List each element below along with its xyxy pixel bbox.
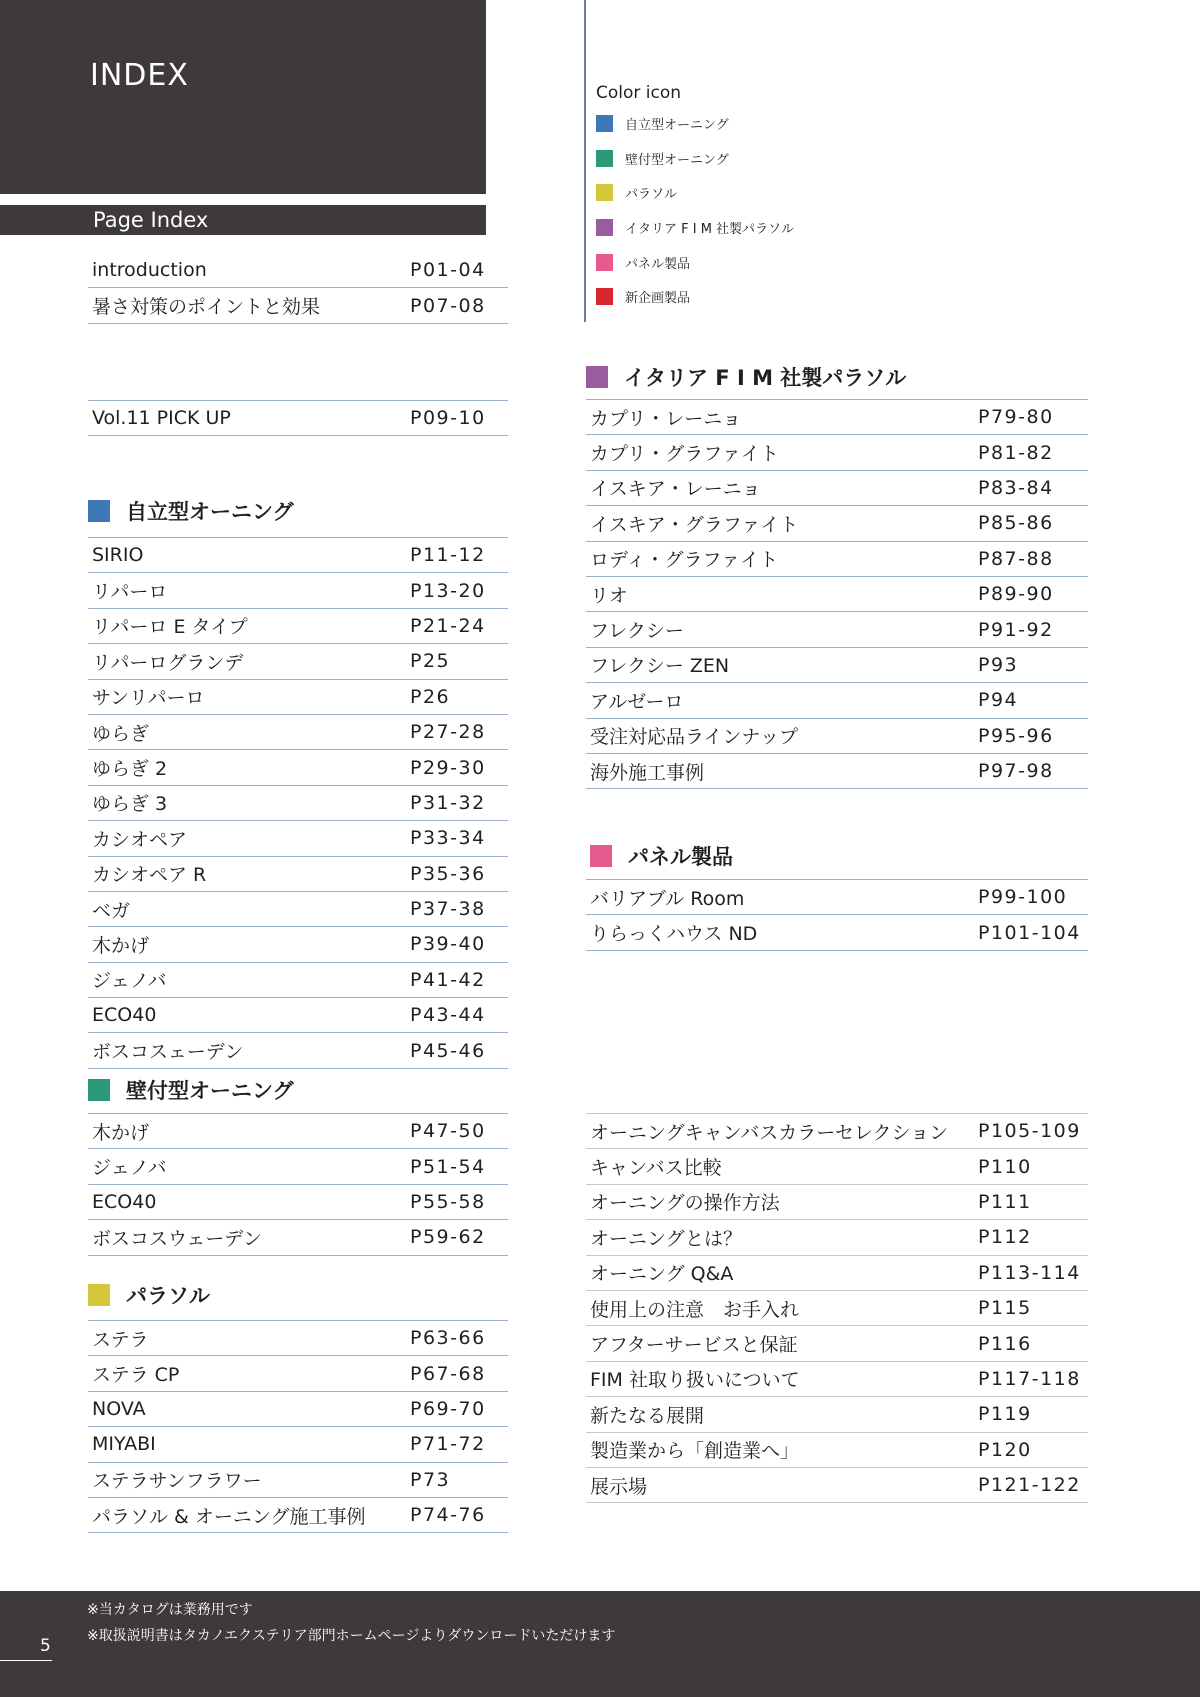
toc-row xyxy=(88,1320,508,1356)
footer-note-manual-download: ※取扱説明書はタカノエクステリア部門ホームページよりダウンロードいただけます xyxy=(87,1628,616,1644)
toc-row xyxy=(586,1291,1088,1326)
toc-entry-name: 暑さ対策のポイントと効果 xyxy=(92,296,321,319)
legend-color-square xyxy=(596,150,613,167)
legend-color-square xyxy=(596,288,613,305)
section-color-icon xyxy=(88,500,110,522)
legend-item xyxy=(596,245,856,280)
legend-color-square xyxy=(596,254,613,271)
toc-entry-name: ロディ・グラファイト xyxy=(590,549,779,572)
toc-row xyxy=(88,821,508,856)
toc-entry-name: カプリ・グラファイト xyxy=(590,443,779,466)
toc-row xyxy=(88,786,508,821)
legend-title: Color icon xyxy=(596,83,682,103)
toc-row xyxy=(88,927,508,962)
toc-entry-page: P97-98 xyxy=(978,760,1054,783)
toc-entry-page: P89-90 xyxy=(978,583,1054,606)
toc-row xyxy=(586,577,1088,612)
toc-entry-page: P59-62 xyxy=(410,1226,486,1249)
toc-row xyxy=(586,1433,1088,1468)
section-title-panel xyxy=(590,841,733,871)
toc-entry-page: P81-82 xyxy=(978,441,1054,464)
toc-row xyxy=(586,435,1088,470)
toc-entry-page: P79-80 xyxy=(978,406,1054,429)
toc-row xyxy=(88,680,508,715)
toc-row xyxy=(88,963,508,998)
toc-row xyxy=(88,1033,508,1068)
toc-entry-page: P91-92 xyxy=(978,618,1054,641)
toc-entry-name: SIRIO xyxy=(92,544,144,567)
legend-label: パラソル xyxy=(625,187,678,203)
toc-entry-name: ベガ xyxy=(92,899,131,922)
toc-entry-name: ゆらぎ 2 xyxy=(92,758,168,781)
toc-entry-page: P71-72 xyxy=(410,1433,486,1456)
footer-note-business-use: ※当カタログは業務用です xyxy=(87,1602,253,1618)
toc-entry-page: P07-08 xyxy=(410,294,486,317)
toc-entry-name: ECO40 xyxy=(92,1190,157,1213)
toc-row xyxy=(88,288,508,323)
toc-row xyxy=(88,1356,508,1391)
section-title-text: 自立型オーニング xyxy=(126,500,294,524)
toc-entry-name: 新たなる展開 xyxy=(590,1404,705,1427)
toc-jiritsu xyxy=(88,537,508,1069)
toc-row xyxy=(88,1392,508,1427)
toc-entry-page: P117-118 xyxy=(978,1367,1081,1390)
toc-row xyxy=(88,1463,508,1498)
toc-entry-page: P73 xyxy=(410,1468,451,1491)
toc-entry-page: P85-86 xyxy=(978,512,1054,535)
toc-row xyxy=(88,1220,508,1255)
toc-entry-page: P09-10 xyxy=(410,407,486,430)
toc-row xyxy=(88,537,508,573)
toc-entry-name: ボスコスェーデン xyxy=(92,1041,244,1064)
legend-label: イタリア F I M 社製パラソル xyxy=(625,221,795,237)
toc-entry-page: P29-30 xyxy=(410,756,486,779)
legend-items xyxy=(596,106,856,314)
toc-entry-name: カシオペア xyxy=(92,828,188,851)
toc-entry-page: P41-42 xyxy=(410,968,486,991)
toc-kabetsuke xyxy=(88,1113,508,1256)
toc-row xyxy=(586,1185,1088,1220)
toc-entry-name: アルゼーロ xyxy=(590,690,684,713)
toc-intro xyxy=(88,253,508,324)
toc-row xyxy=(88,857,508,892)
toc-row xyxy=(586,879,1088,915)
toc-row xyxy=(586,1397,1088,1432)
toc-entry-page: P95-96 xyxy=(978,724,1054,747)
toc-entry-name: オーニング Q&A xyxy=(590,1263,734,1286)
toc-entry-name: カプリ・レーニョ xyxy=(590,407,742,430)
toc-entry-name: キャンバス比較 xyxy=(590,1157,722,1180)
toc-entry-name: フレクシー xyxy=(590,620,684,643)
toc-entry-name: オーニングの操作方法 xyxy=(590,1192,780,1215)
toc-entry-name: ECO40 xyxy=(92,1004,157,1027)
toc-entry-name: オーニングとは？ xyxy=(590,1227,743,1250)
toc-entry-page: P87-88 xyxy=(978,547,1054,570)
toc-entry-page: P43-44 xyxy=(410,1004,486,1027)
toc-entry-page: P27-28 xyxy=(410,721,486,744)
toc-entry-page: P83-84 xyxy=(978,476,1054,499)
toc-entry-page: P63-66 xyxy=(410,1327,486,1350)
toc-entry-name: ゆらぎ xyxy=(92,722,150,745)
toc-entry-name: 木かげ xyxy=(92,1121,150,1144)
toc-row xyxy=(586,1326,1088,1361)
legend-item xyxy=(596,106,856,141)
toc-row xyxy=(88,1149,508,1184)
section-title-kabetsuke xyxy=(88,1075,294,1105)
toc-row xyxy=(586,915,1088,950)
legend-item xyxy=(596,279,856,314)
toc-entry-page: P11-12 xyxy=(410,544,486,567)
toc-entry-page: P110 xyxy=(978,1155,1032,1178)
section-title-text: イタリア F I M 社製パラソル xyxy=(624,366,907,390)
page-number-underline xyxy=(0,1660,52,1661)
legend-label: 壁付型オーニング xyxy=(625,152,729,168)
toc-entry-page: P101-104 xyxy=(978,921,1081,944)
toc-entry-page: P33-34 xyxy=(410,827,486,850)
page-index-bar xyxy=(0,205,486,235)
toc-entry-page: P37-38 xyxy=(410,898,486,921)
toc-entry-name: ステラ CP xyxy=(92,1364,180,1387)
toc-entry-name: NOVA xyxy=(92,1397,146,1420)
toc-entry-name: introduction xyxy=(92,259,207,282)
section-color-icon xyxy=(88,1284,110,1306)
toc-row xyxy=(88,750,508,785)
toc-row xyxy=(586,612,1088,647)
toc-entry-name: リパーロ E タイプ xyxy=(92,616,248,639)
legend-label: 新企画製品 xyxy=(625,291,691,307)
toc-entry-name: イスキア・レーニョ xyxy=(590,478,761,501)
toc-entry-page: P99-100 xyxy=(978,886,1068,909)
toc-entry-name: ゆらぎ 3 xyxy=(92,793,168,816)
toc-entry-page: P113-114 xyxy=(978,1261,1081,1284)
toc-fim xyxy=(586,399,1088,789)
section-title-text: パネル製品 xyxy=(628,845,733,869)
toc-row xyxy=(88,1427,508,1462)
legend-label: 自立型オーニング xyxy=(625,117,729,133)
toc-row xyxy=(88,609,508,644)
toc-entry-name: パラソル & オーニング施工事例 xyxy=(92,1505,366,1528)
toc-row xyxy=(586,542,1088,577)
toc-entry-name: ジェノバ xyxy=(92,1157,167,1180)
toc-entry-name: リオ xyxy=(590,584,628,607)
section-title-parasol xyxy=(88,1280,210,1310)
toc-row xyxy=(586,1113,1088,1149)
toc-entry-page: P74-76 xyxy=(410,1504,486,1527)
toc-entry-page: P115 xyxy=(978,1297,1032,1320)
legend-item xyxy=(596,175,856,210)
toc-row xyxy=(586,471,1088,506)
toc-entry-name: バリアブル Room xyxy=(590,887,745,910)
toc-row xyxy=(88,253,508,288)
header-block xyxy=(0,0,486,194)
toc-entry-name: サンリパーロ xyxy=(92,687,205,710)
toc-row xyxy=(88,400,508,436)
section-title-text: 壁付型オーニング xyxy=(126,1079,294,1103)
legend-item xyxy=(596,210,856,245)
toc-entry-page: P105-109 xyxy=(978,1120,1081,1143)
toc-entry-name: リパーロ xyxy=(92,581,168,604)
toc-entry-name: リパーログランデ xyxy=(92,651,244,674)
toc-entry-name: ステラ xyxy=(92,1328,149,1351)
legend-color-square xyxy=(596,184,613,201)
toc-entry-page: P112 xyxy=(978,1226,1032,1249)
toc-entry-page: P31-32 xyxy=(410,791,486,814)
page-index-label: Page Index xyxy=(93,208,209,232)
toc-row xyxy=(88,644,508,679)
toc-entry-page: P67-68 xyxy=(410,1362,486,1385)
toc-row xyxy=(586,1362,1088,1397)
toc-entry-name: フレクシー ZEN xyxy=(590,655,730,678)
toc-row xyxy=(88,573,508,608)
section-title-text: パラソル xyxy=(126,1284,210,1308)
toc-entry-name: 木かげ xyxy=(92,934,150,957)
toc-entry-page: P55-58 xyxy=(410,1190,486,1213)
toc-entry-name: Vol.11 PICK UP xyxy=(92,407,231,430)
toc-entry-page: P94 xyxy=(978,689,1019,712)
toc-entry-page: P25 xyxy=(410,650,451,673)
toc-entry-page: P69-70 xyxy=(410,1397,486,1420)
toc-entry-name: ジェノバ xyxy=(92,970,167,993)
toc-entry-name: イスキア・グラファイト xyxy=(590,513,799,536)
toc-entry-page: P119 xyxy=(978,1403,1032,1426)
toc-row xyxy=(88,998,508,1033)
toc-entry-name: ボスコスウェーデン xyxy=(92,1227,262,1250)
legend-label: パネル製品 xyxy=(625,256,691,272)
toc-entry-page: P93 xyxy=(978,653,1019,676)
page-title: INDEX xyxy=(90,58,189,93)
toc-row xyxy=(88,1498,508,1533)
toc-row xyxy=(586,648,1088,683)
toc-row xyxy=(586,506,1088,541)
color-legend xyxy=(596,80,856,314)
toc-entry-name: カシオペア R xyxy=(92,864,207,887)
toc-row xyxy=(586,1149,1088,1184)
toc-pickup xyxy=(88,400,508,436)
toc-entry-page: P21-24 xyxy=(410,614,486,637)
legend-color-square xyxy=(596,219,613,236)
page-number: 5 xyxy=(40,1636,51,1656)
section-color-icon xyxy=(590,845,612,867)
toc-entry-page: P01-04 xyxy=(410,259,486,282)
toc-entry-page: P120 xyxy=(978,1438,1032,1461)
toc-panel xyxy=(586,879,1088,951)
toc-entry-page: P47-50 xyxy=(410,1120,486,1143)
toc-entry-page: P45-46 xyxy=(410,1039,486,1062)
toc-entry-name: オーニングキャンバスカラーセレクション xyxy=(590,1121,949,1144)
toc-entry-page: P116 xyxy=(978,1332,1032,1355)
toc-row xyxy=(88,1113,508,1149)
toc-entry-name: アフターサービスと保証 xyxy=(590,1334,798,1357)
toc-row xyxy=(586,754,1088,789)
toc-entry-page: P13-20 xyxy=(410,579,486,602)
section-color-icon xyxy=(88,1079,110,1101)
toc-entry-name: FIM 社取り扱いについて xyxy=(590,1369,800,1392)
toc-row xyxy=(586,683,1088,718)
toc-parasol xyxy=(88,1320,508,1533)
section-title-jiritsu xyxy=(88,496,294,526)
toc-row xyxy=(586,399,1088,435)
toc-entry-name: 展示場 xyxy=(590,1475,648,1498)
column-divider xyxy=(584,0,586,322)
toc-entry-name: りらっくハウス ND xyxy=(590,923,758,946)
legend-color-square xyxy=(596,115,613,132)
toc-entry-name: 海外施工事例 xyxy=(590,761,705,784)
toc-entry-page: P39-40 xyxy=(410,933,486,956)
toc-entry-page: P26 xyxy=(410,685,451,708)
toc-row xyxy=(586,1468,1088,1503)
toc-row xyxy=(586,719,1088,754)
toc-entry-page: P51-54 xyxy=(410,1155,486,1178)
toc-row xyxy=(88,892,508,927)
toc-entry-page: P35-36 xyxy=(410,862,486,885)
toc-row xyxy=(88,715,508,750)
section-color-icon xyxy=(586,366,608,388)
toc-other xyxy=(586,1113,1088,1503)
legend-item xyxy=(596,141,856,176)
toc-row xyxy=(88,1185,508,1220)
toc-entry-page: P111 xyxy=(978,1190,1032,1213)
toc-entry-name: 受注対応品ラインナップ xyxy=(590,726,799,749)
toc-row xyxy=(586,1256,1088,1291)
toc-row xyxy=(586,1220,1088,1255)
section-title-fim xyxy=(586,362,906,392)
toc-entry-name: ステラサンフラワー xyxy=(92,1470,262,1493)
toc-entry-name: 製造業から「創造業へ」 xyxy=(590,1440,800,1463)
toc-entry-name: MIYABI xyxy=(92,1433,156,1456)
toc-entry-name: 使用上の注意 お手入れ xyxy=(590,1298,800,1321)
toc-entry-page: P121-122 xyxy=(978,1474,1081,1497)
